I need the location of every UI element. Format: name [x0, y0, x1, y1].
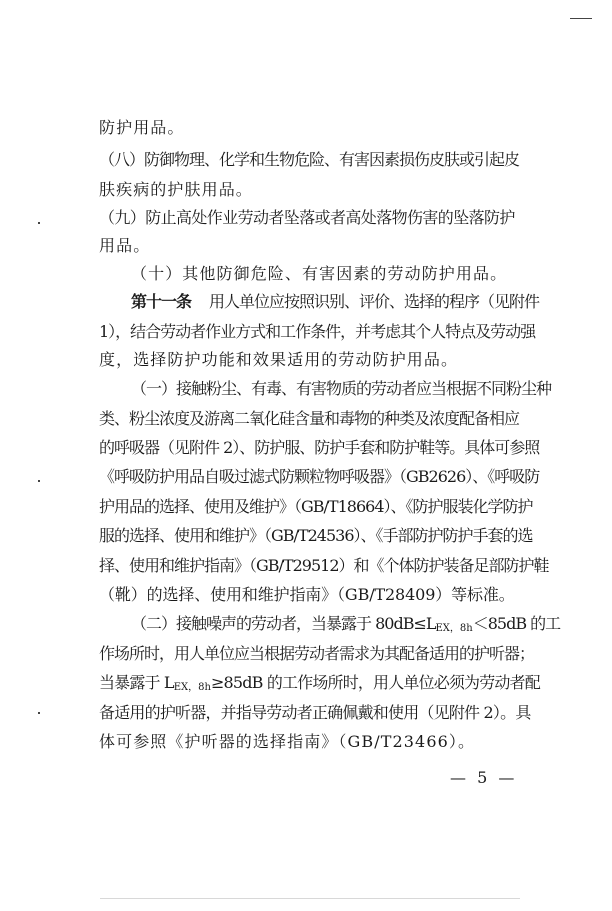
scan-mark-left-1 [38, 222, 40, 224]
para-6-line-6: 服的选择、使用和维护》（GB/T24536）、《手部防护防护手套的选 [99, 526, 533, 545]
para-7-line-3-pre: 当暴露于 L [99, 673, 174, 692]
para-6-line-2: 类、粉尘浓度及游离二氧化硅含量和毒物的种类及浓度配备相应 [99, 409, 520, 428]
para-2-line-2: 肤疾病的护肤用品。 [99, 180, 253, 199]
para-7-line-4 [99, 703, 531, 723]
para-7-line-2 [99, 644, 534, 664]
para-4-line-1: （十）其他防御危险、有害因素的劳动防护用品。 [131, 264, 508, 283]
para-6-line-4: 《呼吸防护用品自吸过滤式防颗粒物呼吸器》（GB2626）、《呼吸防 [99, 467, 540, 486]
para-7-line-1-post: ＜85dB 的工 [472, 614, 561, 633]
para-7-line-2-pre: 作场所时，用人单位应当根据劳动者需求为其配备适用的护听器； [99, 644, 535, 663]
para-2-line-1: （八）防御物理、化学和生物危险、有害因素损伤皮肤或引起皮 [99, 150, 520, 169]
para-6-line-3: 的呼吸器（见附件 2）、防护服、防护手套和防护鞋等。具体可参照 [99, 438, 540, 457]
para-6-line-5: 护用品的选择、使用及维护》（GB/T18664）、《防护服装化学防护 [99, 497, 533, 516]
para-7-line-5-pre: 体可参照《护听器的选择指南》（GB/T23466）。 [99, 732, 476, 751]
para-7-line-3-post: ≥85dB 的工作场所时，用人单位必须为劳动者配 [210, 673, 540, 692]
article-11-label: 第十一条 [131, 292, 192, 311]
page-number: — 5 — [450, 768, 518, 787]
para-3-line-1: （九）防止高处作业劳动者坠落或者高处落物伤害的坠落防护 [99, 208, 515, 227]
article-11-text: 用人单位应按照识别、评价、选择的程序（见附件 [209, 292, 540, 311]
para-7-line-4-pre: 备适用的护听器，并指导劳动者正确佩戴和使用（见附件 2）。具 [99, 703, 531, 722]
para-1-line-1: 防护用品。 [99, 118, 185, 137]
scan-mark-left-3 [38, 712, 40, 714]
scan-mark-left-2 [38, 480, 40, 482]
para-7-line-5 [99, 732, 475, 752]
article-11-line-2: 1），结合劳动者作业方式和工作条件，并考虑其个人特点及劳动强 [99, 322, 536, 341]
scan-mark-bottom [100, 898, 520, 899]
scan-mark-top-right [570, 18, 592, 19]
para-7-line-1 [131, 614, 560, 639]
para-7-line-3-sub: EX，8h [173, 682, 211, 693]
article-11-line-1 [131, 292, 539, 312]
para-6-line-8: （靴）的选择、使用和维护指南》（GB/T28409）等标准。 [99, 585, 515, 604]
para-6-line-1: （一）接触粉尘、有毒、有害物质的劳动者应当根据不同粉尘种 [131, 379, 552, 398]
para-3-line-2: 用品。 [99, 236, 151, 255]
para-7-line-1-sub: EX，8h [435, 623, 473, 634]
para-7-line-3 [99, 673, 540, 698]
article-11-line-3: 度，选择防护功能和效果适用的劳动防护用品。 [99, 350, 459, 369]
para-6-line-7: 择、使用和维护指南》（GB/T29512）和《个体防护装备足部防护鞋 [99, 556, 549, 575]
para-7-line-1-pre: （二）接触噪声的劳动者，当暴露于 80dB≤L [131, 614, 436, 633]
